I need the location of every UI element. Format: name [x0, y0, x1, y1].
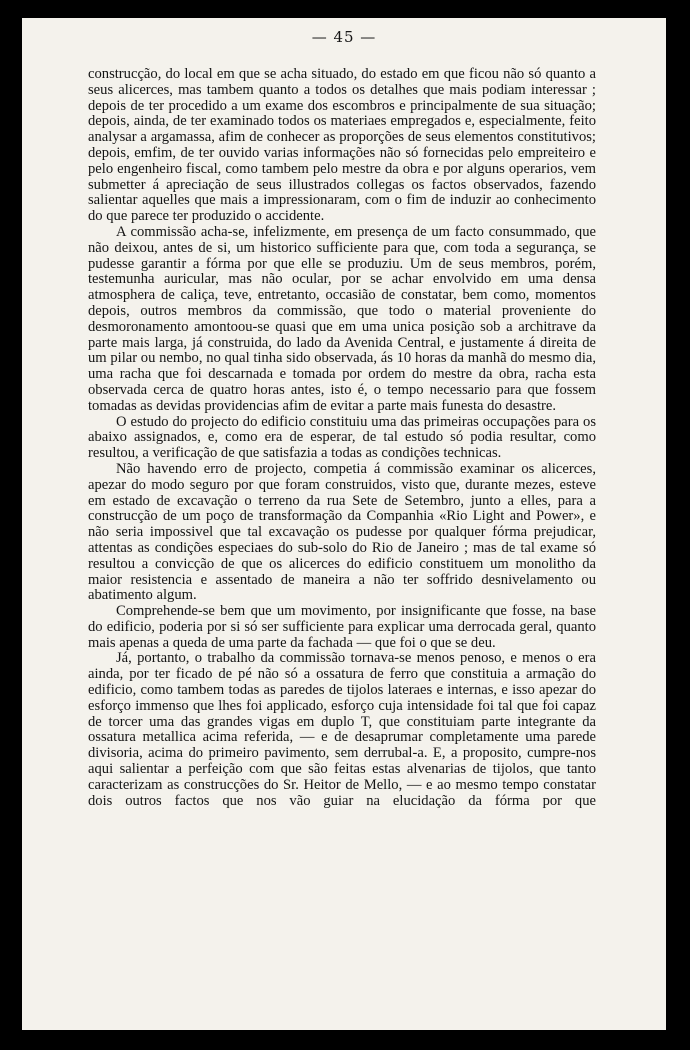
document-page: [22, 18, 666, 1030]
paragraph-2: A commissão acha-se, infelizmente, em presença de um facto consummado, que não deixou, antes de si, um historico sufficiente para que, com toda a segurança, se pudesse garantir a fórma por que elle se produziu. Um de seus membros, porém, testemunha auricular, mas não ocular, por se achar envolvido em uma densa atmosphera de caliça, teve, entretanto, occasião de constatar, bem como, momentos depois, outros membros da commissão, que todo o material proveniente do desmoronamento amontoou-se quasi que em uma unica posição sob a architrave da parte mais larga, já construida, do lado da Avenida Central, e justamente á direita de um pilar ou nembo, no qual tinha sido observada, ás 10 horas da manhã do mesmo dia, uma racha que foi descarnada e tomada por ordem do mestre da obra, racha esta observada cerca de quatro horas antes, isto é, o tempo necessario para que fossem tomadas as devidas providencias afim de evitar a parte mais funesta do desastre.: [88, 223, 596, 414]
page-number: — 45 —: [311, 28, 377, 46]
paragraph-3: O estudo do projecto do edificio constituiu uma das primeiras occupações para os abaixo assignados, e, como era de esperar, de tal estudo só podia resultar, como resultou, a verificação de que satisfazia a todas as condições technicas.: [88, 413, 596, 462]
paragraph-1: construcção, do local em que se acha situado, do estado em que ficou não só quanto a seus alicerces, mas tambem quanto a todos os detalhes que mais podiam interessar ; depois de ter procedido a um exame dos escombros e principalmente de sua situação; depois, ainda, de ter examinado todos os materiaes empregados e, especialmente, feito analysar a argamassa, afim de conhecer as proporções de seus elementos constitutivos; depois, emfim, de ter ouvido varias informações não só fornecidas pelo empreiteiro e pelo engenheiro fiscal, como tambem pelo mestre da obra e por alguns operarios, vem submetter á apreciação de seus illustrados collegas os factos observados, fazendo salientar aquelles que mais a impressionaram, com o fim de induzir ao conhecimento do que parece ter produzido o accidente.: [88, 66, 596, 225]
body-text: [88, 67, 596, 809]
paragraph-5: Comprehende-se bem que um movimento, por insignificante que fosse, na base do edificio, poderia por si só ser sufficiente para explicar uma derrocada geral, quanto mais apenas a queda de uma parte da fachada — que foi o que se deu.: [88, 603, 596, 651]
paragraph-6: Já, portanto, o trabalho da commissão tornava-se menos penoso, e menos o era ainda, por ter ficado de pé não só a ossatura de ferro que constituia a armação do edificio, como tambem todas as paredes de tijolos lateraes e internas, e isso apezar do esforço immenso que lhes foi applicado, esforço cuja intensidade foi tal que foi capaz de torcer uma das grandes vigas em duplo T, que constituiam parte integrante da ossatura metallica acima referida, — e de desaprumar completamente uma parede divisoria, acima do primeiro pavimento, sem derrubal-a. E, a proposito, cumpre-nos aqui salientar a perfeição com que são feitas estas alvenarias de tijolos, que tanto caracterizam as construcções do Sr. Heitor de Mello, — e ao mesmo tempo constatar dois outros factos que nos vão guiar na elucidação da fórma por que: [88, 650, 596, 809]
paragraph-4: Não havendo erro de projecto, competia á commissão examinar os alicerces, apezar do modo seguro por que foram construidos, visto que, durante mezes, esteve em estado de excavação o terreno da rua Sete de Setembro, junto a elles, para a construcção de um poço de transformação da Companhia «Rio Light and Power», e não seria impossivel que tal excavação os pudesse por qualquer fórma prejudicar, attentas as condições especiaes do sub-solo do Rio de Janeiro ; mas de tal exame só resultou a convicção de que os alicerces do edificio constituem um monolitho da maior resistencia e assentado de maneira a não ter soffrido desnivelamento ou abatimento algum.: [88, 460, 596, 604]
